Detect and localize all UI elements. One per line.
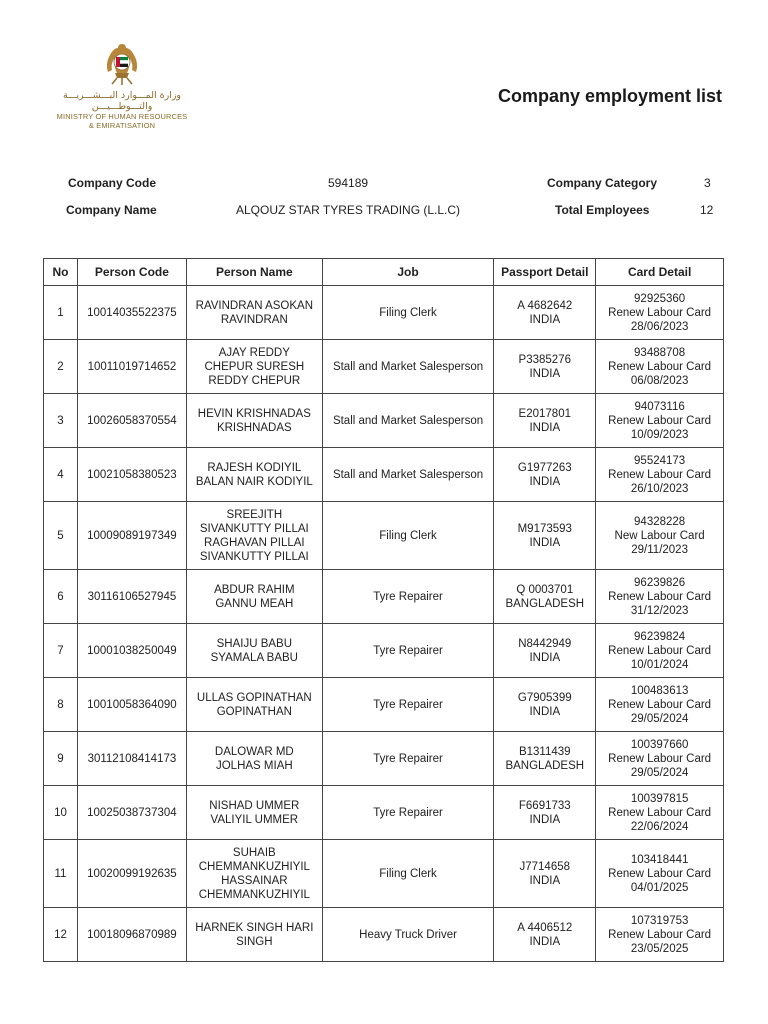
col-header-passport-detail: Passport Detail [494,259,596,286]
cell-card-detail [596,286,724,340]
cell-passport-detail [494,394,596,448]
cell-no: 8 [44,678,78,732]
card-date: 31/12/2023 [630,604,689,617]
uae-emblem-icon [100,42,144,88]
cell-job: Stall and Market Salesperson [322,340,494,394]
total-employees-value: 12 [700,203,714,217]
card-number: 103418441 [630,853,689,866]
passport-number: A 4406512 [517,921,573,934]
cell-job: Tyre Repairer [322,570,494,624]
card-number: 94328228 [634,515,686,528]
cell-passport-detail [494,786,596,840]
company-info-row-2 [44,197,724,224]
cell-job: Heavy Truck Driver [322,908,494,962]
table-row [44,678,724,732]
cell-card-detail [596,624,724,678]
cell-person-name: AJAY REDDY CHEPUR SURESH REDDY CHEPUR [186,340,322,394]
card-type: Renew Labour Card [608,306,712,319]
cell-passport-detail [494,340,596,394]
cell-card-detail [596,448,724,502]
col-header-card-detail: Card Detail [596,259,724,286]
cell-passport-detail [494,502,596,570]
card-number: 93488708 [634,346,686,359]
table-row [44,732,724,786]
page-title: Company employment list [497,86,722,106]
company-name-label: Company Name [66,203,157,217]
passport-number: Q 0003701 [516,583,574,596]
card-date: 10/01/2024 [630,658,689,671]
card-type: Renew Labour Card [608,928,712,941]
table-row [44,840,724,908]
company-code-label: Company Code [68,176,157,190]
table-row [44,448,724,502]
card-type: New Labour Card [614,529,705,542]
cell-card-detail [596,678,724,732]
card-type: Renew Labour Card [608,698,712,711]
passport-country: INDIA [529,874,561,887]
table-row [44,340,724,394]
card-number: 100397660 [630,738,689,751]
cell-passport-detail [494,570,596,624]
cell-person-name: ULLAS GOPINATHAN GOPINATHAN [186,678,322,732]
cell-job: Filing Clerk [322,286,494,340]
passport-number: F6691733 [518,799,571,812]
cell-person-name: ABDUR RAHIM GANNU MEAH [186,570,322,624]
company-info [44,170,724,224]
table-row [44,786,724,840]
card-date: 10/09/2023 [630,428,689,441]
passport-country: INDIA [529,475,561,488]
passport-number: J7714658 [519,860,571,873]
card-date: 22/06/2024 [630,820,689,833]
cell-passport-detail [494,678,596,732]
cell-job: Tyre Repairer [322,678,494,732]
cell-job: Tyre Repairer [322,624,494,678]
cell-no: 6 [44,570,78,624]
table-header-row [44,259,724,286]
card-number: 92925360 [634,292,686,305]
cell-no: 4 [44,448,78,502]
ministry-logo [52,42,192,130]
cell-no: 10 [44,786,78,840]
table-row [44,394,724,448]
card-type: Renew Labour Card [608,644,712,657]
passport-country: INDIA [529,705,561,718]
card-date: 29/05/2024 [630,766,689,779]
cell-person-code: 10009089197349 [77,502,186,570]
passport-country: INDIA [529,651,561,664]
cell-passport-detail [494,286,596,340]
passport-number: B1311439 [518,745,571,758]
passport-country: INDIA [529,813,561,826]
cell-no: 1 [44,286,78,340]
col-header-person-name: Person Name [186,259,322,286]
cell-card-detail [596,732,724,786]
passport-country: INDIA [529,421,561,434]
cell-person-name: SHAIJU BABU SYAMALA BABU [186,624,322,678]
cell-card-detail [596,502,724,570]
card-number: 95524173 [634,454,686,467]
card-date: 06/08/2023 [630,374,689,387]
passport-number: N8442949 [518,637,572,650]
cell-passport-detail [494,840,596,908]
cell-card-detail [596,570,724,624]
cell-person-name: HEVIN KRISHNADAS KRISHNADAS [186,394,322,448]
cell-job: Tyre Repairer [322,732,494,786]
card-number: 100483613 [630,684,689,697]
cell-card-detail [596,786,724,840]
company-code-value: 594189 [328,176,369,190]
cell-card-detail [596,840,724,908]
company-category-value: 3 [704,176,711,190]
cell-person-name: NISHAD UMMER VALIYIL UMMER [186,786,322,840]
card-type: Renew Labour Card [608,414,712,427]
card-type: Renew Labour Card [608,468,712,481]
cell-no: 7 [44,624,78,678]
card-number: 96239824 [634,630,686,643]
cell-no: 12 [44,908,78,962]
cell-person-code: 10014035522375 [77,286,186,340]
card-type: Renew Labour Card [608,360,712,373]
cell-person-code: 10020099192635 [77,840,186,908]
card-date: 29/05/2024 [630,712,689,725]
table-row [44,624,724,678]
cell-card-detail [596,394,724,448]
cell-person-code: 10010058364090 [77,678,186,732]
cell-person-name: SREEJITH SIVANKUTTY PILLAI RAGHAVAN PILLAI SIVANKUTTY PILLAI [186,502,322,570]
card-number: 96239826 [634,576,686,589]
card-number: 100397815 [630,792,689,805]
passport-number: A 4682642 [517,299,573,312]
card-date: 26/10/2023 [630,482,689,495]
passport-number: P3385276 [518,353,571,366]
passport-country: INDIA [529,935,561,948]
card-date: 04/01/2025 [630,881,689,894]
cell-job: Stall and Market Salesperson [322,448,494,502]
cell-card-detail [596,340,724,394]
company-name-value: ALQOUZ STAR TYRES TRADING (L.L.C) [236,203,461,217]
col-header-job: Job [322,259,494,286]
passport-number: G1977263 [517,461,572,474]
card-type: Renew Labour Card [608,590,712,603]
col-header-person-code: Person Code [77,259,186,286]
cell-job: Tyre Repairer [322,786,494,840]
card-date: 29/11/2023 [631,543,688,556]
cell-person-code: 30112108414173 [77,732,186,786]
cell-passport-detail [494,448,596,502]
cell-person-name: HARNEK SINGH HARI SINGH [186,908,322,962]
cell-person-name: RAJESH KODIYIL BALAN NAIR KODIYIL [186,448,322,502]
table-row [44,570,724,624]
total-employees-label: Total Employees [555,203,650,217]
cell-passport-detail [494,732,596,786]
passport-number: E2017801 [518,407,571,420]
cell-person-code: 10025038737304 [77,786,186,840]
cell-person-name: SUHAIB CHEMMANKUZHIYIL HASSAINAR CHEMMANKUZHIYIL [186,840,322,908]
cell-person-code: 10026058370554 [77,394,186,448]
table-row [44,502,724,570]
card-type: Renew Labour Card [608,806,712,819]
cell-job: Filing Clerk [322,502,494,570]
card-type: Renew Labour Card [608,867,712,880]
cell-no: 3 [44,394,78,448]
company-category-label: Company Category [547,176,658,190]
logo-arabic-text: وزارة المـــوارد البـــشـــريـــة والتـــوطـــيـــن [62,90,182,112]
passport-country: BANGLADESH [505,759,585,772]
card-date: 23/05/2025 [630,942,689,955]
cell-passport-detail [494,624,596,678]
col-header-no: No [44,259,78,286]
cell-no: 11 [44,840,78,908]
passport-number: G7905399 [517,691,572,704]
cell-no: 5 [44,502,78,570]
passport-number: M9173593 [517,522,572,535]
cell-person-code: 10011019714652 [77,340,186,394]
table-body [44,286,724,962]
passport-country: INDIA [529,313,561,326]
cell-person-code: 10001038250049 [77,624,186,678]
cell-person-code: 30116106527945 [77,570,186,624]
employment-table [43,258,724,962]
cell-job: Stall and Market Salesperson [322,394,494,448]
passport-country: INDIA [529,367,561,380]
cell-person-code: 10021058380523 [77,448,186,502]
cell-job: Filing Clerk [322,840,494,908]
passport-country: BANGLADESH [505,597,585,610]
table-row [44,908,724,962]
card-date: 28/06/2023 [630,320,689,333]
cell-no: 9 [44,732,78,786]
cell-no: 2 [44,340,78,394]
card-number: 107319753 [630,914,689,927]
card-number: 94073116 [634,400,685,413]
table-row [44,286,724,340]
passport-country: INDIA [529,536,561,549]
company-info-row-1 [44,170,724,197]
card-type: Renew Labour Card [608,752,712,765]
cell-person-name: RAVINDRAN ASOKAN RAVINDRAN [186,286,322,340]
logo-english-text: MINISTRY OF HUMAN RESOURCES & EMIRATISATION [56,112,188,130]
cell-card-detail [596,908,724,962]
cell-person-code: 10018096870989 [77,908,186,962]
cell-person-name: DALOWAR MD JOLHAS MIAH [186,732,322,786]
cell-passport-detail [494,908,596,962]
